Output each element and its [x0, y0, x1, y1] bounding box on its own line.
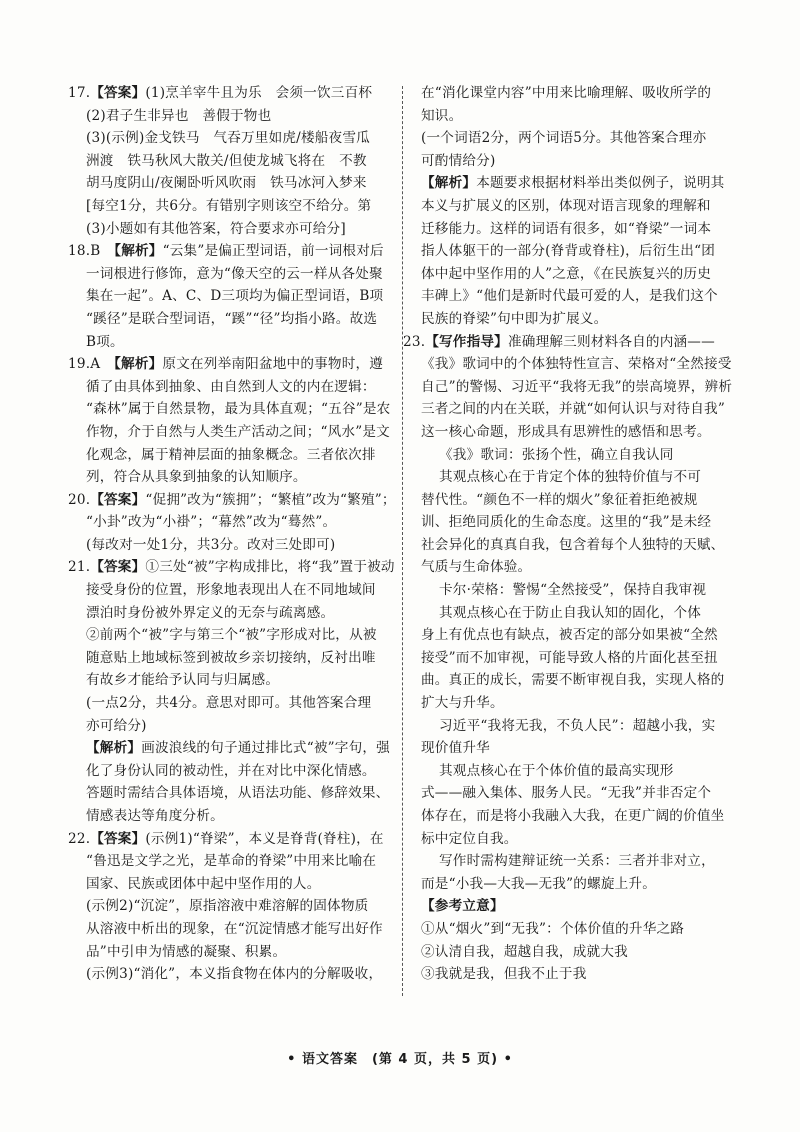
guide-line: 准确理解三则材料各自的内涵——	[507, 333, 715, 350]
question-17	[68, 82, 430, 240]
answer-tag: 【答案】	[90, 830, 146, 847]
question-21	[68, 556, 430, 827]
subsection-title: 《我》歌词：张扬个性，确立自我认同	[439, 446, 674, 463]
answer-line: 在“消化课堂内容”中用来比喻理解、吸收所学的	[421, 85, 712, 101]
analysis-line: 体中起中坚作用的人”之意，《在民族复兴的历史	[421, 265, 712, 282]
answer-line: 漂泊时身份被外界定义的无奈与疏离感。	[86, 604, 335, 621]
answer-line: 国家、民族或团体中起中坚作用的人。	[86, 875, 321, 892]
scoring-note: 亦可给分)	[86, 717, 147, 734]
guide-line: 扩大与升华。	[421, 695, 504, 712]
answer-tag: 【答案】	[90, 559, 146, 576]
analysis-line: 本义与扩展义的区别，体现对语言现象的理解和	[421, 197, 711, 214]
guide-line: 《我》歌词中的个体独特性宣言、荣格对“全然接受	[421, 356, 732, 373]
analysis-line: 集在一起”。A、C、D三项均为偏正型词语，B项	[86, 288, 384, 305]
answer-line: 随意贴上地域标签到被故乡亲切接纳，反衬出唯	[86, 649, 376, 666]
question-18	[68, 240, 430, 353]
analysis-line: 化了身份认同的被动性，并在对比中深化情感。	[86, 762, 376, 779]
question-number: 19.	[68, 356, 91, 373]
analysis-line: 丰碑上》“他们是新时代最可爱的人，是我们这个	[421, 288, 718, 305]
analysis-line: 指人体躯干的一部分(脊背或脊柱)，后衍生出“团	[421, 243, 716, 260]
analysis-line: “蹊径”是联合型词语，“蹊”“径”均指小路。故选	[86, 310, 378, 327]
reference-item: ②认清自我，超越自我，成就大我	[421, 943, 628, 960]
guide-line: 式——融入集体、服务人民。“无我”并非否定个	[421, 785, 712, 802]
analysis-line: 一词根进行修饰，意为“像天空的云一样从各处聚	[86, 265, 383, 282]
subsection-title: 习近平“我将无我，不负人民”：超越小我，实	[439, 717, 716, 734]
question-number: 21.	[68, 559, 91, 576]
guide-line: 自己”的警惕、习近平“我将无我”的崇高境界，辨析	[421, 378, 733, 395]
summary-line: 写作时需构建辩证统一关系：三者并非对立，	[439, 853, 715, 870]
guide-line: 体存在，而是将小我融入大我，在更广阔的价值坐	[421, 808, 725, 824]
scoring-note: [每空1分，共6分。有错别字则该空不给分。第	[86, 197, 372, 214]
answer-line: 接受身份的位置，形象地表现出人在不同地域间	[86, 582, 376, 599]
guide-line: 替代性。“颜色不一样的烟火”象征着拒绝被规	[421, 491, 698, 508]
question-20	[68, 489, 430, 557]
scoring-note: (一点2分，共4分。意思对即可。其他答案合理	[86, 695, 372, 712]
answer-line: (示例2)“沉淀”，原指溶液中难溶解的固体物质	[86, 898, 369, 915]
answer-line: 胡马度阴山/夜阑卧听风吹雨 铁马冰河入梦来	[86, 175, 367, 192]
answer-line: 有故乡才能给予认同与归属感。	[86, 672, 280, 689]
analysis-line: 民族的脊梁”句中即为扩展义。	[421, 310, 608, 327]
guide-line: 标中定位自我。	[421, 830, 518, 847]
answer-tag: 【答案】	[90, 85, 146, 101]
question-number: 20.	[68, 491, 91, 508]
analysis-line: 本题要求根据材料举出类似例子，说明其	[476, 175, 725, 192]
question-number: 18.	[68, 243, 91, 260]
answer-choice: B	[90, 243, 115, 260]
analysis-line: 情感表达等角度分析。	[86, 808, 224, 824]
answer-line: 知识。	[421, 107, 463, 124]
summary-line: 而是“小我—大我—无我”的螺旋上升。	[421, 875, 656, 892]
answer-line: (3)(示例)金戈铁马 气吞万里如虎/楼船夜雪瓜	[86, 130, 370, 147]
writing-guide-tag: 【写作指导】	[425, 333, 508, 350]
guide-line: 其观点核心在于个体价值的最高实现形	[439, 762, 674, 779]
analysis-line: 迁移能力。这样的词语有很多，如“脊梁”一词本	[421, 220, 712, 237]
question-number: 23.	[403, 333, 426, 350]
answer-line: ①三处“被”字构成排比，将“我”置于被动	[145, 559, 395, 576]
guide-line: 训、拒绝同质化的生命态度。这里的“我”是未经	[421, 514, 712, 531]
answer-line: (2)君子生非异也 善假于物也	[86, 107, 272, 124]
analysis-line: 作物，介于自然与人类生产活动之间；“风水”是文	[86, 423, 390, 440]
question-22	[68, 828, 430, 986]
guide-line: 接受”而不加审视，可能导致人格的片面化甚至扭	[421, 649, 718, 666]
scoring-note: 可酌情给分)	[421, 152, 496, 169]
answer-line: “促拥”改为“簇拥”；“繁植”改为“繁殖”；	[145, 491, 396, 508]
question-22-continued	[421, 82, 761, 331]
scoring-note: (一个词语2分，两个词语5分。其他答案合理亦	[421, 130, 707, 147]
answer-line: “小卦”改为“小褂”；“幕然”改为“蓦然”。	[86, 514, 337, 531]
scoring-note: (每改对一处1分，共3分。改对三处即可)	[86, 536, 336, 553]
guide-line: 气质与生命体验。	[421, 559, 532, 576]
analysis-line: 循了由具体到抽象、由自然到人文的内在逻辑：	[86, 378, 376, 395]
answer-line: 洲渡 铁马秋风大散关/但使龙城飞将在 不教	[86, 152, 367, 169]
analysis-line: 原文在列举南阳盆地中的事物时，遵	[162, 356, 384, 373]
subsection-title: 现价值升华	[421, 740, 490, 757]
question-19	[68, 353, 430, 489]
analysis-line: B项。	[86, 333, 124, 350]
analysis-line: 画波浪线的句子通过排比式“被”字句，强	[141, 740, 390, 757]
analysis-tag: 【解析】	[114, 356, 163, 373]
analysis-line: “森林”属于自然景物，最为具体直观；“五谷”是农	[86, 401, 391, 418]
guide-line: 曲。真正的成长，需要不断审视自我，实现人格的	[421, 672, 725, 689]
page-footer: • 语文答案 (第 4 页，共 5 页) •	[287, 1052, 513, 1067]
analysis-tag: 【解析】	[114, 243, 163, 260]
reference-title: 【参考立意】	[421, 898, 504, 915]
answer-tag: 【答案】	[90, 491, 146, 508]
answer-line: 品”中引申为情感的凝聚、积累。	[86, 943, 287, 960]
answer-line: “鲁迅是文学之光，是革命的脊梁”中用来比喻在	[86, 853, 377, 870]
guide-line: 这一核心命题，形成具有思辨性的感悟和思考。	[421, 423, 711, 440]
question-number: 17.	[68, 85, 91, 101]
guide-line: 社会异化的真真自我，包含着每个人独特的天赋、	[421, 536, 725, 553]
analysis-line: 化观念，属于精神层面的抽象概念。三者依次排	[86, 446, 376, 463]
scoring-note: (3)小题如有其他答案，符合要求亦可给分]	[86, 220, 346, 237]
right-column	[403, 82, 761, 986]
analysis-line: “云集”是偏正型词语，前一词根对后	[162, 243, 384, 260]
reference-item: ①从“烟火”到“无我”：个体价值的升华之路	[421, 920, 685, 937]
analysis-line: 列，符合从具象到抽象的认知顺序。	[86, 469, 307, 486]
guide-line: 三者之间的内在关联，并就“如何认识与对待自我”	[421, 401, 725, 418]
question-23	[403, 331, 761, 986]
answer-line: ②前两个“被”字与第三个“被”字形成对比，从被	[86, 627, 377, 644]
answer-choice: A	[90, 356, 115, 373]
analysis-tag: 【解析】	[421, 175, 477, 192]
analysis-line: 答题时需结合具体语境，从语法功能、修辞效果、	[86, 785, 390, 802]
guide-line: 身上有优点也有缺点，被否定的部分如果被“全然	[421, 627, 718, 644]
left-column	[68, 82, 430, 986]
guide-line: 其观点核心在于肯定个体的独特价值与不可	[439, 469, 702, 486]
subsection-title: 卡尔·荣格：警惕“全然接受”，保持自我审视	[439, 582, 707, 599]
analysis-tag: 【解析】	[86, 740, 142, 757]
question-number: 22.	[68, 830, 91, 847]
answer-line: (示例1)“脊梁”，本义是脊背(脊柱)，在	[145, 830, 384, 847]
answer-line: 从溶液中析出的现象，在“沉淀情感才能写出好作	[86, 920, 383, 937]
reference-item: ③我就是我，但我不止于我	[421, 966, 587, 983]
answer-line: (示例3)“消化”，本义指食物在体内的分解吸收，	[86, 966, 383, 983]
answer-line: (1)烹羊宰牛且为乐 会须一饮三百杯	[145, 85, 373, 101]
guide-line: 其观点核心在于防止自我认知的固化，个体	[439, 604, 702, 621]
